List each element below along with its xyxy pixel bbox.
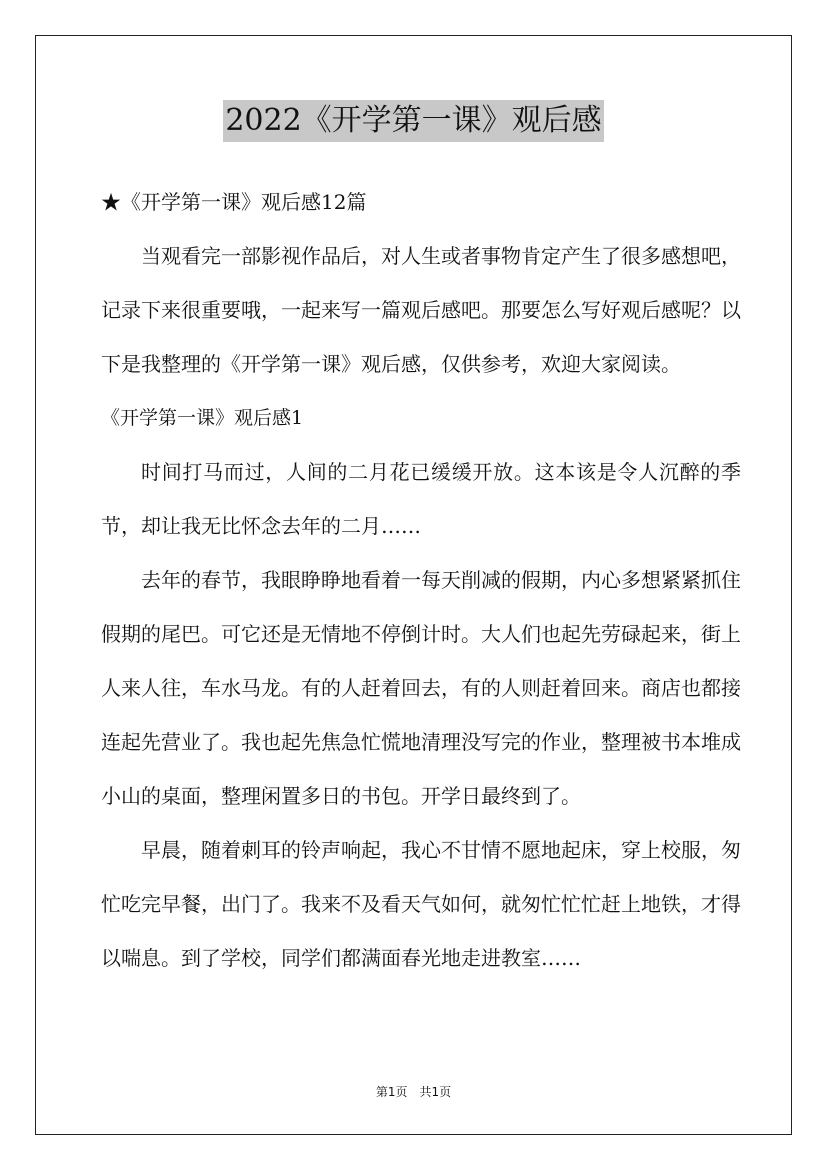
subtitle: ★《开学第一课》观后感12篇: [101, 190, 367, 214]
section-heading: 《开学第一课》观后感1: [101, 407, 304, 429]
document-body: [101, 175, 741, 985]
body-paragraph: 时间打马而过，人间的二月花已缓缓开放。这本该是令人沉醉的季节，却让我无比怀念去年的二月……: [101, 460, 741, 538]
intro-paragraph: 当观看完一部影视作品后，对人生或者事物肯定产生了很多感想吧，记录下来很重要哦，一起来写一篇观后感吧。那要怎么写好观后感呢？以下是我整理的《开学第一课》观后感，仅供参考，欢迎大家阅读。: [101, 244, 741, 376]
page-footer: 第1页 共1页: [375, 1085, 452, 1099]
body-paragraph: 去年的春节，我眼睁睁地看着一每天削减的假期，内心多想紧紧抓住假期的尾巴。可它还是无情地不停倒计时。大人们也起先劳碌起来，街上人来人往，车水马龙。有的人赶着回去，有的人则赶着回来。商店也都接连起先营业了。我也起先焦急忙慌地清理没写完的作业，整理被书本堆成小山的桌面，整理闲置多日的书包。开学日最终到了。: [101, 568, 741, 808]
title-container: [0, 100, 827, 142]
document-title: 2022《开学第一课》观后感: [223, 100, 603, 142]
body-paragraph: 早晨，随着刺耳的铃声响起，我心不甘情不愿地起床，穿上校服，匆忙吃完早餐，出门了。我来不及看天气如何，就匆忙忙忙赶上地铁，才得以喘息。到了学校，同学们都满面春光地走进教室……: [101, 838, 741, 970]
